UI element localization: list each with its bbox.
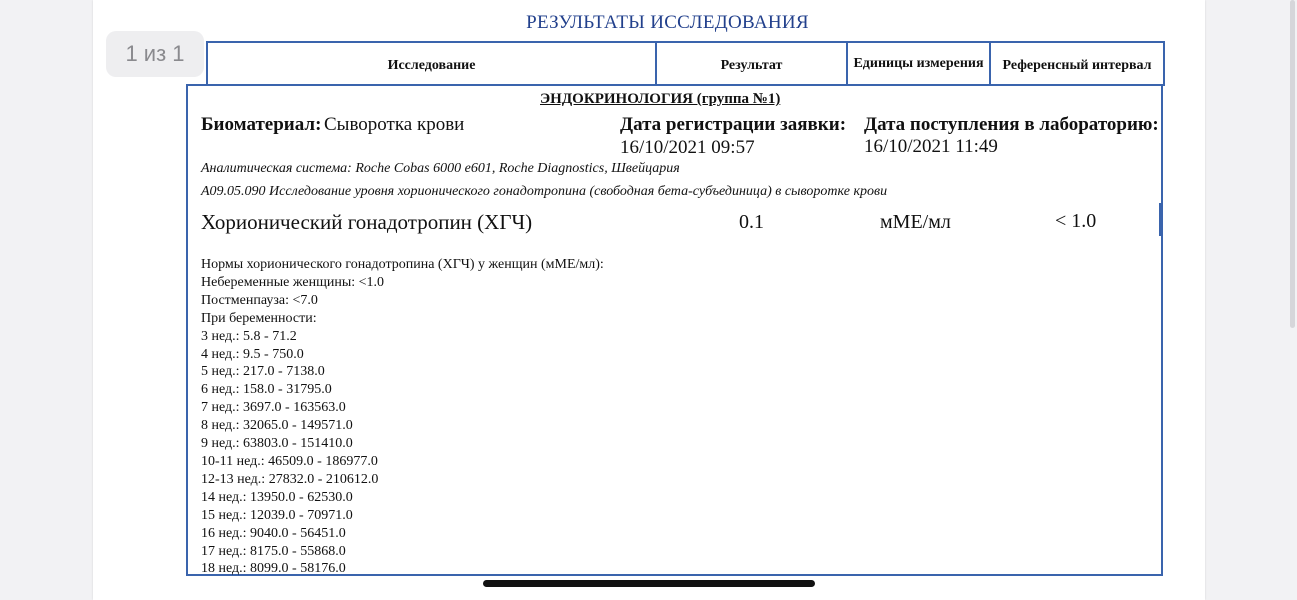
registration-date-label: Дата регистрации заявки: [620,114,847,135]
norms-line: 4 нед.: 9.5 - 750.0 [201,346,304,362]
scrollbar[interactable] [1290,0,1295,328]
table-header [206,41,1165,86]
norms-line: Нормы хорионического гонадотропина (ХГЧ) у женщин (мМЕ/мл): [201,257,604,272]
norms-line: 12-13 нед.: 27832.0 - 210612.0 [201,471,379,487]
norms-line: 5 нед.: 217.0 - 7138.0 [201,364,325,380]
result-value: 0.1 [739,211,764,233]
row-right-marker [1159,203,1161,236]
results-table-body [186,84,1163,576]
norms-line: Небеременные женщины: <1.0 [201,274,385,290]
row-left-marker [186,203,188,236]
norms-line: 3 нед.: 5.8 - 71.2 [201,328,297,344]
norms-line: 16 нед.: 9040.0 - 56451.0 [201,525,346,541]
result-test-name: Хорионический гонадотропин (ХГЧ) [201,210,533,234]
table-top-edge-right [1154,84,1161,86]
arrival-date-value: 16/10/2021 11:49 [864,136,998,157]
header-study: Исследование [387,58,476,73]
norms-line: 7 нед.: 3697.0 - 163563.0 [201,400,346,416]
norms-line: 8 нед.: 32065.0 - 149571.0 [201,418,353,434]
section-title: ЭНДОКРИНОЛОГИЯ (группа №1) [540,91,781,107]
registration-date-value: 16/10/2021 09:57 [620,137,755,158]
norms-list [201,256,604,578]
table-top-edge-left [188,84,208,86]
norms-line: 9 нед.: 63803.0 - 151410.0 [201,436,353,452]
study-code: А09.05.090 Исследование уровня хорионического гонадотропина (свободная бета-субъединица) в сыворотке крови [201,184,888,199]
biomaterial-value: Сыворотка крови [324,114,465,135]
biomaterial-label: Биоматериал: [201,114,322,135]
header-result: Результат [655,43,846,84]
home-indicator[interactable] [483,580,815,587]
norms-line: При беременности: [201,310,317,326]
arrival-date-label: Дата поступления в лабораторию: [864,114,1159,135]
analytic-system: Аналитическая система: Roche Cobas 6000 e601, Roche Diagnostics, Швейцария [201,161,680,176]
norms-line: 15 нед.: 12039.0 - 70971.0 [201,507,353,523]
document-title: РЕЗУЛЬТАТЫ ИССЛЕДОВАНИЯ [526,12,809,33]
result-reference: < 1.0 [1055,210,1097,232]
page-indicator: 1 из 1 [106,31,204,77]
norms-line: 10-11 нед.: 46509.0 - 186977.0 [201,453,378,469]
norms-line: 6 нед.: 158.0 - 31795.0 [201,382,332,398]
header-reference: Референсный интервал [989,43,1163,84]
norms-line: 18 нед.: 8099.0 - 58176.0 [201,561,346,577]
norms-line: Постменпауза: <7.0 [201,292,318,308]
norms-line: 14 нед.: 13950.0 - 62530.0 [201,489,353,505]
header-units: Единицы измерения [846,43,989,84]
norms-line: 17 нед.: 8175.0 - 55868.0 [201,543,346,559]
result-unit: мМЕ/мл [880,211,951,233]
